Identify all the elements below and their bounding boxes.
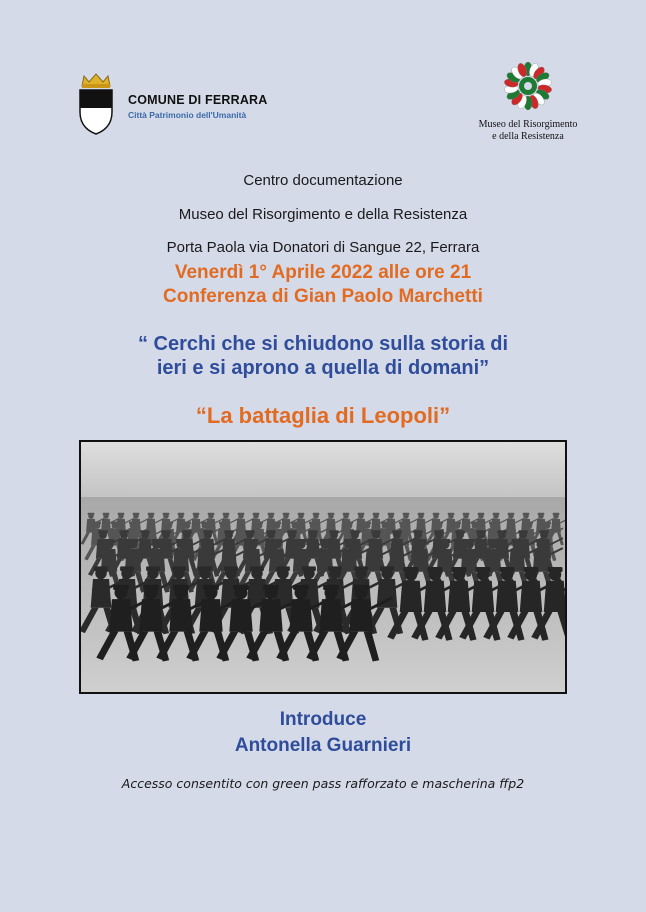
quote-line-1: “ Cerchi che si chiudono sulla storia di xyxy=(137,333,509,355)
marching-soldiers-photo xyxy=(79,440,567,694)
museum-logo-line2: e della Resistenza xyxy=(492,131,564,142)
museum-logo-line1: Museo del Risorgimento xyxy=(478,119,578,130)
comune-name: COMUNE DI FERRARA xyxy=(128,93,268,107)
quote-line-2: ieri e si aprono a quella di domani” xyxy=(156,357,490,379)
museum-logo-caption xyxy=(460,119,596,143)
address-line: Porta Paola via Donatori di Sangue 22, Ferrara xyxy=(166,239,480,256)
event-date: Venerdì 1° Aprile 2022 alle ore 21 xyxy=(174,262,472,283)
intro-name: Antonella Guarnieri xyxy=(234,735,412,756)
museum-line: Museo del Risorgimento e della Resistenza xyxy=(178,206,468,223)
access-note: Accesso consentito con green pass rafforzato e mascherina ffp2 xyxy=(121,776,525,791)
tricolor-wreath-icon xyxy=(504,62,552,110)
intro-label: Introduce xyxy=(279,709,367,730)
comune-ferrara-logo-icon xyxy=(76,72,116,136)
event-speaker: Conferenza di Gian Paolo Marchetti xyxy=(163,286,483,307)
talk-title: “La battaglia di Leopoli” xyxy=(195,403,451,428)
doc-center-line: Centro documentazione xyxy=(243,172,403,189)
comune-subtitle: Città Patrimonio dell'Umanità xyxy=(128,110,247,120)
